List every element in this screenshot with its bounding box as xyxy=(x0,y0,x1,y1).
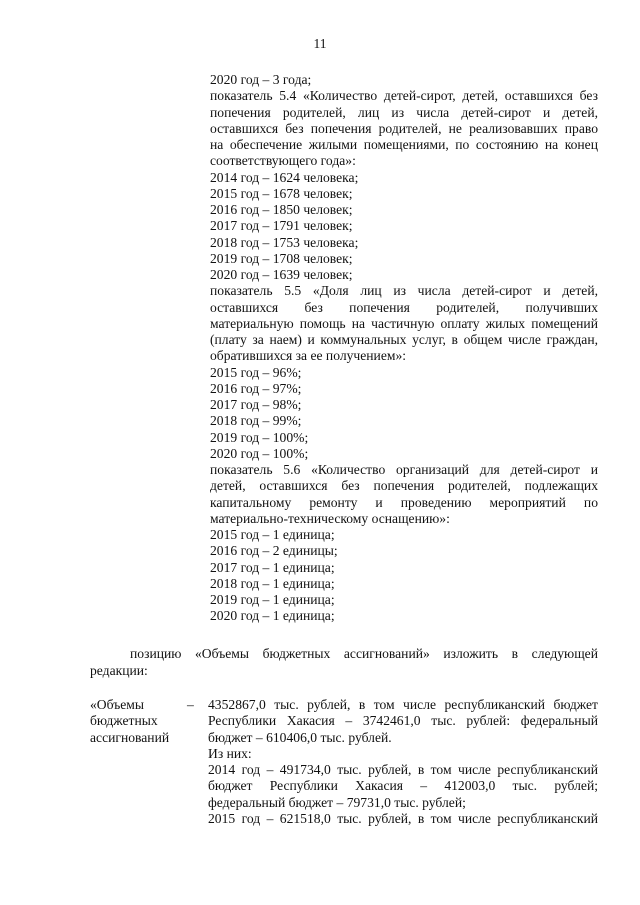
year-line: 2014 год – 1624 человека; xyxy=(210,169,359,185)
indicator-5-5-text: материальную помощь на частичную оплату жилых помещений xyxy=(210,315,598,331)
budget-line: Республики Хакасия – 3742461,0 тыс. рублей: федеральный xyxy=(208,713,598,729)
year-line: 2016 год – 2 единицы; xyxy=(210,543,338,559)
budget-line: Из них: xyxy=(208,745,252,761)
budget-content xyxy=(208,697,598,827)
indicator-5-4-text: показатель 5.4 «Количество детей-сирот, детей, оставшихся без xyxy=(210,88,598,104)
year-line: 2017 год – 1 единица; xyxy=(210,559,335,575)
indicator-5-4-text: на обеспечение жилыми помещениями, по состоянию на конец xyxy=(210,137,598,152)
indicator-5-5-text: (плату за наем) и коммунальных услуг, в общем числе граждан, xyxy=(210,332,598,347)
instruction-line: позицию «Объемы бюджетных ассигнований» изложить в следующей xyxy=(130,646,598,661)
year-line: 2018 год – 1753 человека; xyxy=(210,234,359,250)
indicator-5-4-text: оставшихся без попечения родителей, не реализовавших право xyxy=(210,120,598,136)
year-line: 2019 год – 100%; xyxy=(210,429,309,445)
year-line: 2018 год – 99%; xyxy=(210,413,302,429)
indicator-5-6-text: показатель 5.6 «Количество организаций для детей-сирот и xyxy=(210,462,598,477)
budget-label-line: бюджетных xyxy=(90,713,158,729)
indicator-5-4-text: попечения родителей, лиц из числа детей-сирот и детей, xyxy=(210,104,598,120)
year-line: 2017 год – 98%; xyxy=(210,397,302,412)
page-number: 11 xyxy=(313,36,327,51)
budget-line: 2015 год – 621518,0 тыс. рублей, в том числе республиканский xyxy=(208,810,598,826)
year-line: 2020 год – 100%; xyxy=(210,445,309,461)
indicators-block xyxy=(210,72,598,625)
year-line: 2020 год – 1639 человек; xyxy=(210,267,353,282)
year-line: 2019 год – 1 единица; xyxy=(210,592,335,607)
year-line: 2019 год – 1708 человек; xyxy=(210,250,353,266)
indicator-5-6-text: детей, оставшихся без попечения родителей, подлежащих xyxy=(210,478,598,494)
budget-label-line: «Объемы xyxy=(90,697,144,712)
year-line: 2017 год – 1791 человек; xyxy=(210,218,353,234)
indicator-5-6-text: материально-техническому оснащению»: xyxy=(210,510,450,526)
indicator-5-5-text: обратившихся за ее получением»: xyxy=(210,348,407,364)
budget-label xyxy=(90,697,185,746)
year-line: 2020 год – 1 единица; xyxy=(210,608,335,624)
instruction-paragraph xyxy=(90,645,598,679)
instruction-line: редакции: xyxy=(90,663,148,678)
budget-line: федеральный бюджет – 79731,0 тыс. рублей; xyxy=(208,794,466,810)
indicator-5-6-text: капитальному ремонту и проведению мероприятий по xyxy=(210,494,598,510)
year-line: 2020 год – 3 года; xyxy=(210,72,312,87)
year-line: 2015 год – 1 единица; xyxy=(210,527,335,542)
budget-line: бюджет – 610406,0 тыс. рублей. xyxy=(208,729,392,745)
budget-line: бюджет Республики Хакасия – 412003,0 тыс. рублей; xyxy=(208,778,598,794)
dash-separator: – xyxy=(187,697,194,712)
budget-line: 2014 год – 491734,0 тыс. рублей, в том числе республиканский xyxy=(208,762,598,777)
indicator-5-5-text: показатель 5.5 «Доля лиц из числа детей-сирот и детей, xyxy=(210,283,598,299)
indicator-5-5-text: оставшихся без попечения родителей, получивших xyxy=(210,299,598,315)
year-line: 2016 год – 97%; xyxy=(210,380,302,396)
budget-line: 4352867,0 тыс. рублей, в том числе республиканский бюджет xyxy=(208,697,598,712)
budget-label-line: ассигнований xyxy=(90,729,170,745)
indicator-5-4-text: соответствующего года»: xyxy=(210,153,356,169)
year-line: 2015 год – 96%; xyxy=(210,364,302,380)
year-line: 2018 год – 1 единица; xyxy=(210,575,335,591)
year-line: 2016 год – 1850 человек; xyxy=(210,202,353,217)
year-line: 2015 год – 1678 человек; xyxy=(210,185,353,201)
